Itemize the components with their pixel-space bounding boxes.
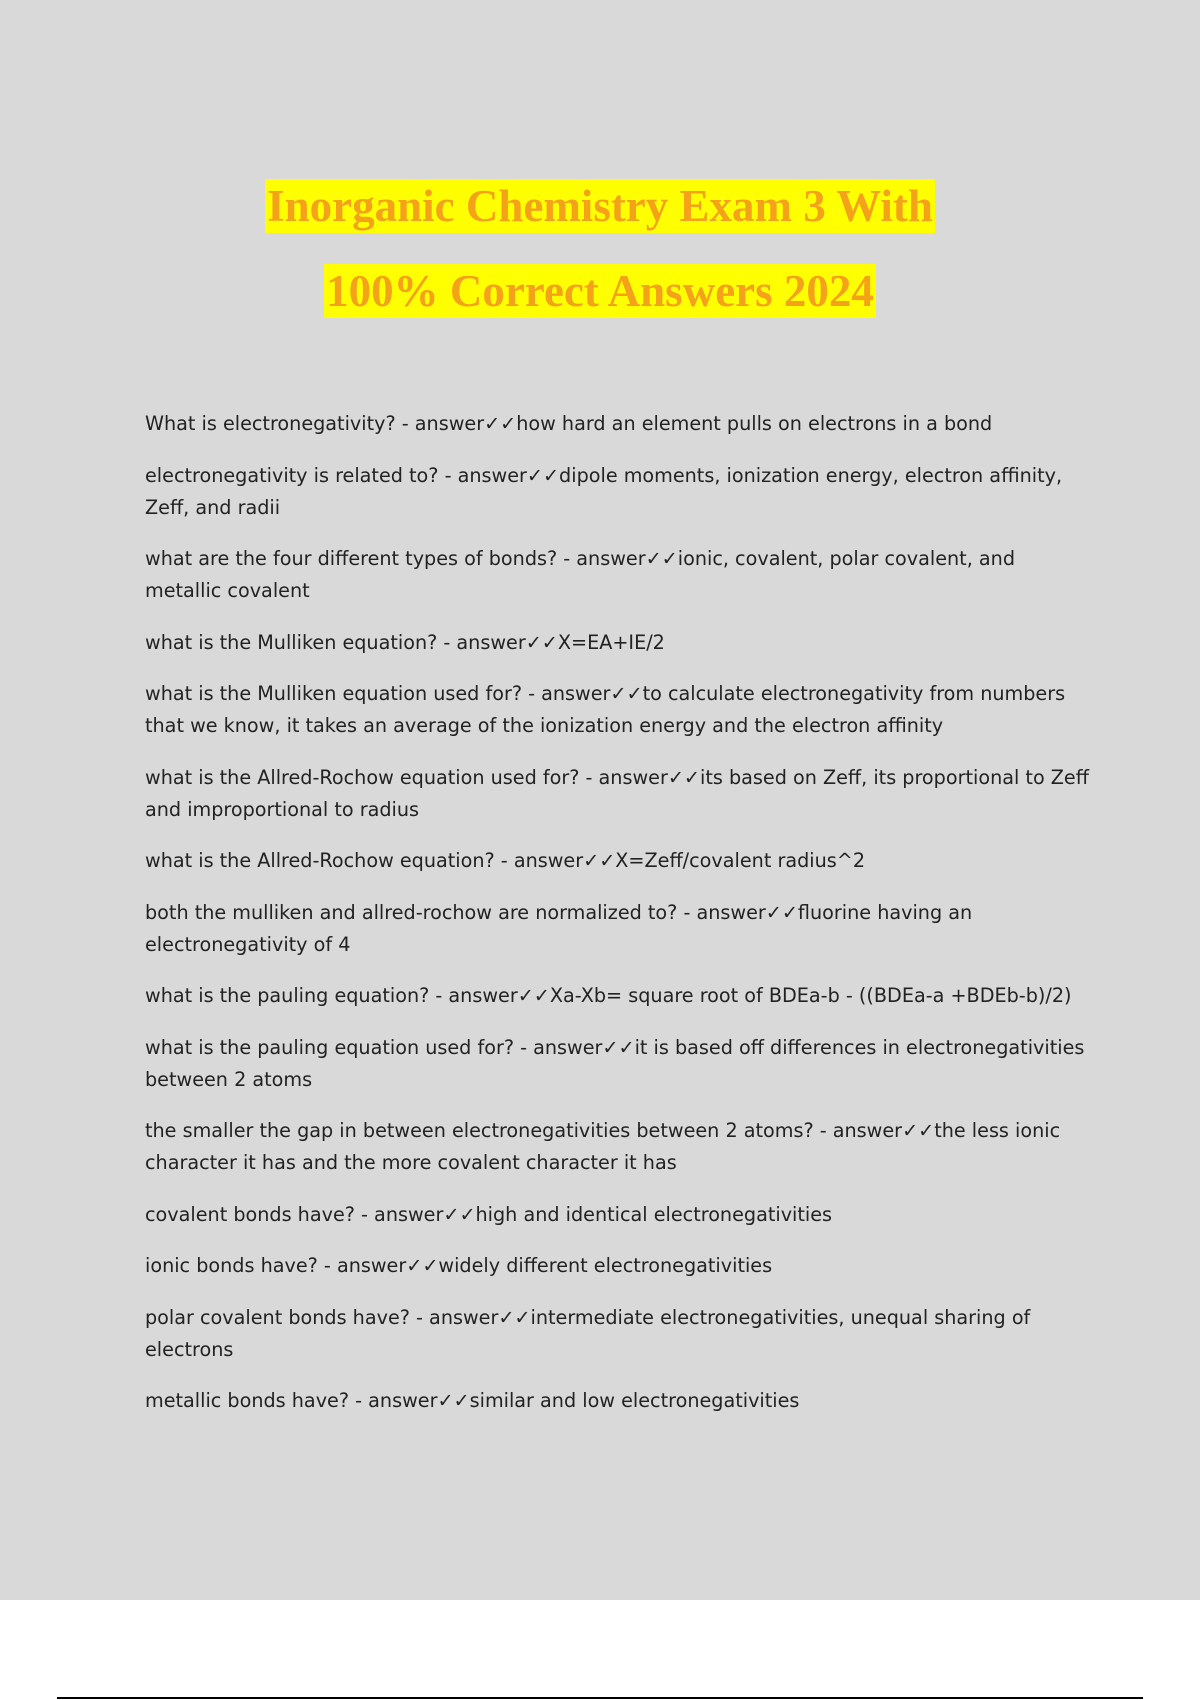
qa-item: what is the Mulliken equation used for? - answer✓✓to calculate electronegativity from numbers that we know, it takes an average of the ionization energy and the electron affinity [145,682,1066,737]
qa-item: What is electronegativity? - answer✓✓how hard an element pulls on electrons in a bond [145,412,993,435]
qa-item: covalent bonds have? - answer✓✓high and identical electronegativities [145,1202,833,1226]
qa-item: what is the Allred-Rochow equation used for? - answer✓✓its based on Zeff, its proportional to Zeff and improportional to radius [145,765,1089,821]
qa-list [145,408,1095,1437]
qa-item: what are the four different types of bonds? - answer✓✓ionic, covalent, polar covalent, and metallic covalent [145,547,1015,602]
footer-divider [57,1697,1143,1699]
qa-item: what is the Allred-Rochow equation? - answer✓✓X=Zeff/covalent radius^2 [145,849,866,872]
title-line-1-text: Inorganic Chemistry Exam 3 With [267,181,933,231]
qa-item: metallic bonds have? - answer✓✓similar and low electronegativities [145,1389,800,1412]
qa-item: both the mulliken and allred-rochow are normalized to? - answer✓✓fluorine having an electronegativity of 4 [145,900,973,956]
title-line-2-text: 100% Correct Answers 2024 [326,266,874,316]
title-line-2 [0,249,1200,334]
title-line-1 [0,164,1200,249]
qa-item: ionic bonds have? - answer✓✓widely different electronegativities [145,1254,773,1277]
qa-item: what is the pauling equation? - answer✓✓Xa-Xb= square root of BDEa-b - ((BDEa-a +BDEb-b)/2) [145,984,1072,1007]
qa-item: electronegativity is related to? - answer✓✓dipole moments, ionization energy, electron affinity, Zeff, and radii [145,463,1063,519]
document-title [0,164,1200,334]
qa-item: the smaller the gap in between electronegativities between 2 atoms? - answer✓✓the less ionic character it has and the more covalent character it has [145,1119,1061,1174]
qa-item: what is the Mulliken equation? - answer✓✓X=EA+IE/2 [145,630,665,654]
qa-item: polar covalent bonds have? - answer✓✓intermediate electronegativities, unequal sharing of electrons [145,1305,1031,1361]
qa-item: what is the pauling equation used for? - answer✓✓it is based off differences in electronegativities between 2 atoms [145,1035,1085,1091]
